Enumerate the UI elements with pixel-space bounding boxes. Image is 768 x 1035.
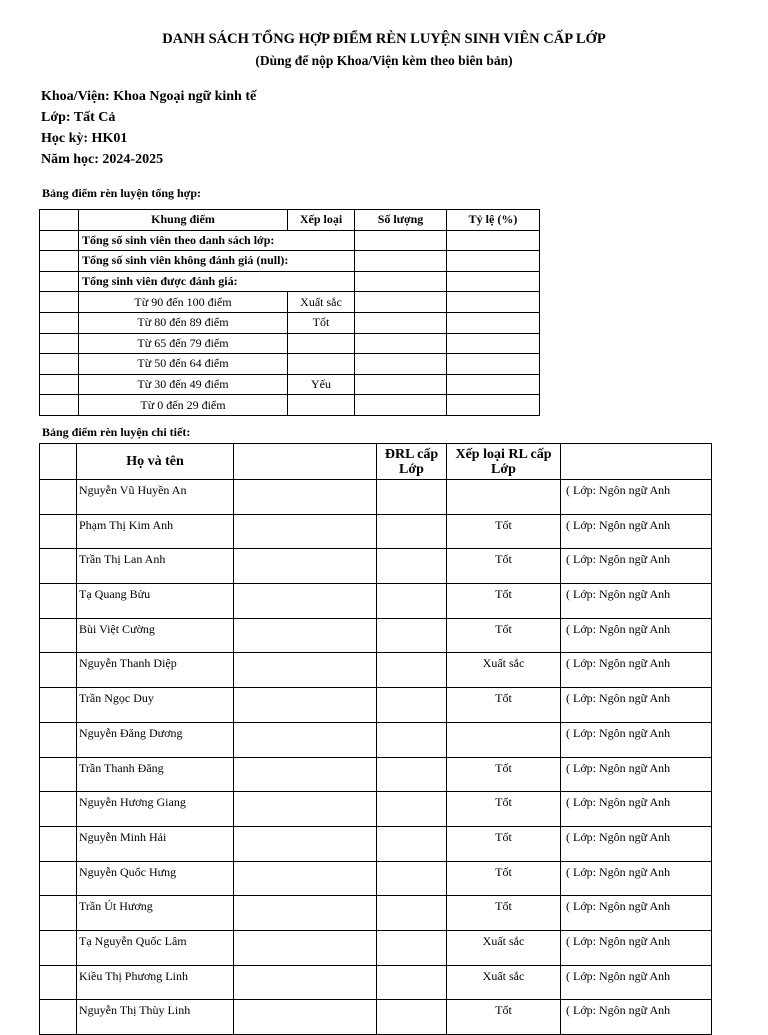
student-class: ( Lớp: Ngôn ngữ Anh [561,826,712,861]
student-name: Nguyễn Minh Hải [77,826,234,861]
student-row [40,826,712,861]
student-score [377,584,447,619]
summary-heading: Bảng điểm rèn luyện tổng hợp: [42,186,201,200]
student-class: ( Lớp: Ngôn ngữ Anh [561,757,712,792]
detail-header-row [40,444,712,480]
summary-col-percent: Tỷ lệ (%) [447,210,540,231]
student-blank-cell [234,965,377,1000]
student-blank-cell [234,618,377,653]
student-class: ( Lớp: Ngôn ngữ Anh [561,861,712,896]
summary-cell [447,312,540,333]
student-rank: Tốt [447,861,561,896]
student-name: Trần Thanh Đăng [77,757,234,792]
student-rank: Tốt [447,757,561,792]
student-row [40,861,712,896]
student-blank-cell [234,930,377,965]
student-score [377,549,447,584]
page-title: DANH SÁCH TỔNG HỢP ĐIỂM RÈN LUYỆN SINH VIÊN CẤP LỚP [162,31,606,47]
student-rank: Tốt [447,584,561,619]
student-score [377,826,447,861]
student-blank-cell [234,480,377,515]
student-name: Trần Ngọc Duy [77,688,234,723]
student-class: ( Lớp: Ngôn ngữ Anh [561,722,712,757]
student-row [40,757,712,792]
student-blank-cell [234,792,377,827]
student-row [40,584,712,619]
student-class: ( Lớp: Ngôn ngữ Anh [561,688,712,723]
student-row [40,514,712,549]
summary-cell [40,333,79,354]
summary-cell [40,312,79,333]
detail-col-rank: Xếp loại RL cấp Lớp [447,444,561,480]
summary-cell [40,271,79,292]
summary-range: Từ 50 đến 64 điểm [79,354,288,375]
student-class: ( Lớp: Ngôn ngữ Anh [561,549,712,584]
summary-range-row [40,374,540,395]
student-rank: Tốt [447,549,561,584]
detail-header-cell [561,444,712,480]
student-rank [447,722,561,757]
student-row [40,653,712,688]
student-blank-cell [234,688,377,723]
student-row [40,896,712,931]
student-rank: Xuất sắc [447,653,561,688]
student-rank [447,480,561,515]
row-index-cell [40,930,77,965]
summary-cell [40,354,79,375]
student-class: ( Lớp: Ngôn ngữ Anh [561,584,712,619]
summary-cell [40,395,79,416]
year-line: Năm học: 2024-2025 [41,152,164,167]
student-name: Trần Thị Lan Anh [77,549,234,584]
student-rank: Tốt [447,792,561,827]
student-rank: Tốt [447,688,561,723]
detail-table [39,443,712,1035]
summary-rank: Yếu [288,374,355,395]
summary-cell [447,251,540,272]
student-class: ( Lớp: Ngôn ngữ Anh [561,480,712,515]
row-index-cell [40,549,77,584]
student-name: Trần Út Hương [77,896,234,931]
student-rank: Tốt [447,1000,561,1035]
student-class: ( Lớp: Ngôn ngữ Anh [561,965,712,1000]
student-class: ( Lớp: Ngôn ngữ Anh [561,618,712,653]
student-class: ( Lớp: Ngôn ngữ Anh [561,1000,712,1035]
student-name: Nguyễn Thị Thùy Linh [77,1000,234,1035]
row-index-cell [40,1000,77,1035]
summary-cell [447,230,540,251]
student-blank-cell [234,826,377,861]
summary-cell [447,374,540,395]
student-blank-cell [234,1000,377,1035]
summary-rank [288,354,355,375]
row-index-cell [40,861,77,896]
semester-line: Học kỳ: HK01 [41,131,128,146]
student-rank: Xuất sắc [447,965,561,1000]
class-line: Lớp: Tất Cả [41,110,116,125]
student-blank-cell [234,757,377,792]
row-index-cell [40,688,77,723]
student-rank: Xuất sắc [447,930,561,965]
student-name: Nguyễn Thanh Diệp [77,653,234,688]
student-name: Nguyễn Đăng Dương [77,722,234,757]
student-rank: Tốt [447,826,561,861]
student-rank: Tốt [447,618,561,653]
student-name: Bùi Việt Cường [77,618,234,653]
student-blank-cell [234,514,377,549]
summary-cell [40,230,79,251]
summary-rank: Xuất sắc [288,292,355,313]
summary-range: Từ 90 đến 100 điểm [79,292,288,313]
summary-range-row [40,354,540,375]
summary-range-row [40,292,540,313]
student-class: ( Lớp: Ngôn ngữ Anh [561,896,712,931]
summary-cell [447,354,540,375]
summary-range: Từ 30 đến 49 điểm [79,374,288,395]
row-index-cell [40,826,77,861]
summary-table [39,209,540,416]
student-row [40,965,712,1000]
student-name: Tạ Quang Bửu [77,584,234,619]
student-row [40,722,712,757]
summary-cell [355,354,447,375]
detail-col-score: ĐRL cấp Lớp [377,444,447,480]
summary-total-row [40,251,540,272]
student-blank-cell [234,549,377,584]
student-row [40,1000,712,1035]
row-index-cell [40,757,77,792]
summary-cell [447,271,540,292]
row-index-cell [40,896,77,931]
student-class: ( Lớp: Ngôn ngữ Anh [561,514,712,549]
row-index-cell [40,618,77,653]
summary-total-label: Tổng số sinh viên không đánh giá (null): [79,251,355,272]
student-score [377,965,447,1000]
student-score [377,861,447,896]
summary-header-row [40,210,540,231]
student-score [377,1000,447,1035]
summary-col-rank: Xếp loại [288,210,355,231]
row-index-cell [40,584,77,619]
summary-cell [355,251,447,272]
student-rank: Tốt [447,896,561,931]
summary-range: Từ 65 đến 79 điểm [79,333,288,354]
summary-range-row [40,333,540,354]
summary-cell [40,292,79,313]
student-blank-cell [234,896,377,931]
row-index-cell [40,653,77,688]
student-blank-cell [234,722,377,757]
student-class: ( Lớp: Ngôn ngữ Anh [561,930,712,965]
student-score [377,514,447,549]
student-score [377,896,447,931]
row-index-cell [40,722,77,757]
student-row [40,480,712,515]
student-score [377,618,447,653]
student-name: Nguyễn Quốc Hưng [77,861,234,896]
summary-cell [355,271,447,292]
row-index-cell [40,792,77,827]
summary-cell [447,395,540,416]
summary-col-range: Khung điểm [79,210,288,231]
summary-cell [40,374,79,395]
student-score [377,757,447,792]
student-name: Tạ Nguyễn Quốc Lâm [77,930,234,965]
student-name: Phạm Thị Kim Anh [77,514,234,549]
summary-range: Từ 80 đến 89 điểm [79,312,288,333]
student-score [377,930,447,965]
student-row [40,930,712,965]
summary-header-cell [40,210,79,231]
summary-rank [288,395,355,416]
student-score [377,688,447,723]
faculty-line: Khoa/Viện: Khoa Ngoại ngữ kinh tế [41,89,257,104]
summary-cell [355,374,447,395]
row-index-cell [40,480,77,515]
page-subtitle: (Dùng để nộp Khoa/Viện kèm theo biên bản) [255,53,513,68]
row-index-cell [40,965,77,1000]
student-blank-cell [234,861,377,896]
student-name: Nguyễn Hương Giang [77,792,234,827]
student-blank-cell [234,584,377,619]
detail-header-cell [40,444,77,480]
student-score [377,480,447,515]
summary-rank [288,333,355,354]
summary-total-row [40,230,540,251]
student-row [40,688,712,723]
detail-heading: Bảng điểm rèn luyện chi tiết: [42,425,191,439]
row-index-cell [40,514,77,549]
student-rank: Tốt [447,514,561,549]
student-row [40,792,712,827]
student-score [377,653,447,688]
student-class: ( Lớp: Ngôn ngữ Anh [561,653,712,688]
summary-total-label: Tổng số sinh viên theo danh sách lớp: [79,230,355,251]
summary-cell [355,312,447,333]
student-blank-cell [234,653,377,688]
detail-col-name: Họ và tên [77,444,234,480]
summary-range-row [40,312,540,333]
student-name: Kiều Thị Phương Linh [77,965,234,1000]
student-score [377,792,447,827]
summary-range-row [40,395,540,416]
student-class: ( Lớp: Ngôn ngữ Anh [561,792,712,827]
summary-cell [355,230,447,251]
summary-cell [447,292,540,313]
summary-cell [355,292,447,313]
summary-total-label: Tổng sinh viên được đánh giá: [79,271,355,292]
detail-header-cell [234,444,377,480]
student-row [40,618,712,653]
student-score [377,722,447,757]
student-name: Nguyễn Vũ Huyền An [77,480,234,515]
summary-cell [355,395,447,416]
summary-cell [40,251,79,272]
summary-cell [447,333,540,354]
summary-rank: Tốt [288,312,355,333]
detail-body [40,480,712,1035]
summary-cell [355,333,447,354]
summary-total-row [40,271,540,292]
summary-range: Từ 0 đến 29 điểm [79,395,288,416]
summary-col-count: Số lượng [355,210,447,231]
student-row [40,549,712,584]
